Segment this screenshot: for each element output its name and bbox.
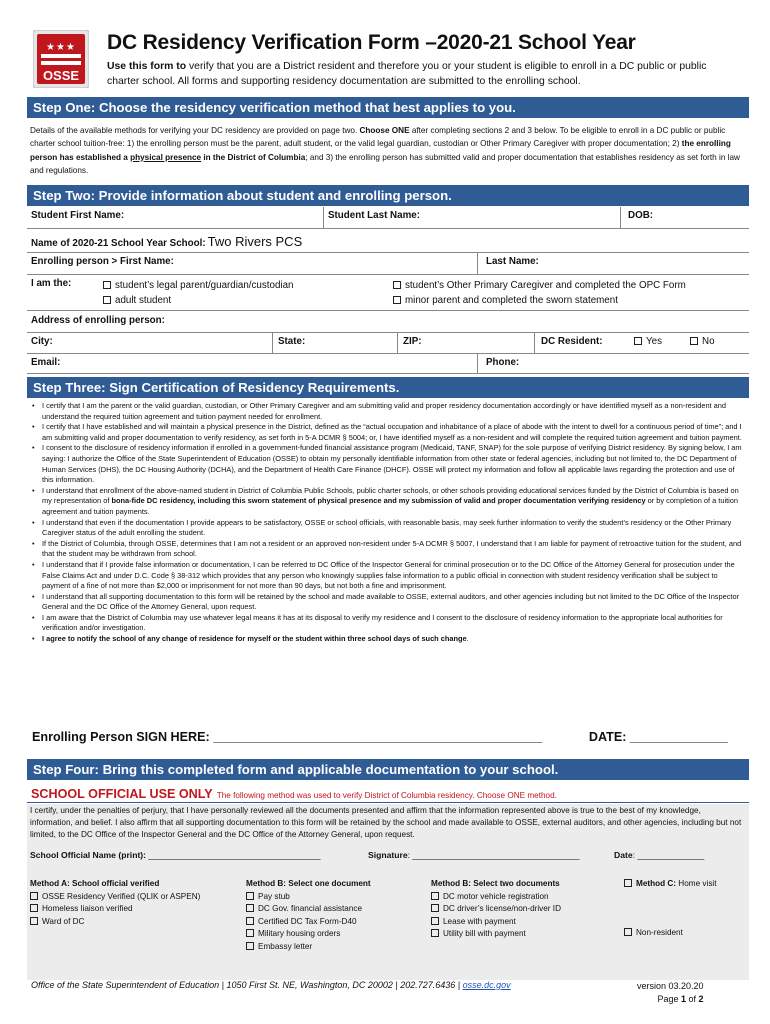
method-item-label: OSSE Residency Verified (QLIK or ASPEN) bbox=[42, 891, 201, 901]
method-b2-item-2[interactable] bbox=[431, 903, 561, 916]
method-item-label: DC motor vehicle registration bbox=[443, 891, 549, 901]
list-item: • I understand that if I provide false information or documentation, I can be referred to DC Office of the Inspector General for criminal prosecution or to the DC Office of the Attorney General for prosecution under the False Claims Act and under D.C. Code § 38-312 which provides that any person who knowingly supplies false information to a public official in connection with student residency verification shall be subject to payment of a fine of not more than $2,000 or imprisonment for not more than 90 days, but not both a fine and imprisonment. bbox=[30, 560, 748, 592]
method-a-item-1[interactable] bbox=[30, 891, 200, 904]
contact-row bbox=[27, 354, 749, 374]
list-item: • I am aware that the District of Columbia may use whatever legal means it has at its disposal to verify my residence and I consent to the disclosure of residency information to the appropriate local authorities for verification and/or investigation. bbox=[30, 613, 748, 634]
dc-resident-label: DC Resident: bbox=[541, 336, 603, 347]
checkbox[interactable] bbox=[103, 296, 111, 304]
state-field[interactable]: State: bbox=[278, 336, 306, 347]
checkbox[interactable] bbox=[393, 281, 401, 289]
method-b-item-2[interactable] bbox=[246, 903, 371, 916]
method-a-item-3[interactable] bbox=[30, 916, 200, 929]
option-parent[interactable] bbox=[103, 278, 293, 293]
checkbox[interactable] bbox=[246, 892, 254, 900]
divider bbox=[477, 354, 478, 373]
method-item-label: Embassy letter bbox=[258, 941, 313, 951]
step-one-choose: Choose ONE bbox=[359, 126, 410, 135]
page-number bbox=[637, 993, 704, 1006]
city-field[interactable]: City: bbox=[31, 336, 53, 347]
enrolling-first-name-field[interactable]: Enrolling person > First Name: bbox=[31, 256, 174, 267]
footer-office-text: Office of the State Superintendent of Education | 1050 First St. NE, Washington, DC 20002 | 202.727.6436 | bbox=[31, 980, 463, 990]
checkbox[interactable] bbox=[246, 917, 254, 925]
method-item-label: Homeless liaison verified bbox=[42, 904, 133, 914]
list-item-text: or by completion of a tuition agreement and tuition payments. bbox=[42, 496, 739, 516]
enrolling-name-row bbox=[27, 253, 749, 275]
method-b-item-1[interactable] bbox=[246, 891, 371, 904]
method-item-label: DC driver’s license/non-driver ID bbox=[443, 904, 561, 914]
step-one-text bbox=[30, 124, 748, 178]
method-item-label: Certified DC Tax Form-D40 bbox=[258, 916, 357, 926]
dc-resident-yes[interactable] bbox=[630, 333, 666, 353]
svg-text:★: ★ bbox=[56, 42, 65, 53]
method-item-label: DC Gov. financial assistance bbox=[258, 904, 363, 914]
official-signature-field[interactable] bbox=[368, 850, 580, 860]
email-field[interactable]: Email: bbox=[31, 357, 61, 368]
page-current: 1 bbox=[681, 994, 687, 1004]
method-c-home-visit[interactable] bbox=[624, 878, 717, 891]
step-one-p2: after completing sections 2 and 3 below. To be eligible to enroll in a DC public or public charter school tuition-free: 1) the enrolling person must be the parent, adult student, or the valid legal guardian, custodian or Other Primary Caregiver with proper documentation; 2) bbox=[30, 126, 726, 149]
checkbox[interactable] bbox=[246, 942, 254, 950]
logo-text: OSSE bbox=[42, 68, 80, 83]
official-date-label: Date bbox=[614, 850, 633, 860]
intro-rest: verify that you are a District resident and therefore you or your student is eligible to enroll in a DC public or public charter school. All forms and supporting residency documentation are submitted to the enrolling school. bbox=[107, 61, 707, 87]
method-b-item-3[interactable] bbox=[246, 916, 371, 929]
method-b2-item-4[interactable] bbox=[431, 928, 561, 941]
official-use-row bbox=[27, 785, 749, 803]
list-item: • I consent to the disclosure of residency information if enrolled in a government-funded financial assistance program (Medicaid, TANF, SNAP) for the sole purpose of verifying District residency. By signing below, I am saying: I authorize the Office of the State Superintendent of Education (OSSE) to obtain my personally identifiable information from other state or federal agencies, including but not limited to, the DC Department of Human Services (DHS), the DC Housing Authority (DCHA), and the Department of Health Care Finance (DHCF). OSSE will protect my information and follow all applicable laws regarding the protection and use of this information. bbox=[30, 443, 748, 485]
step-one-p3: ; and 3) the enrolling person has submitted valid and proper documentation that establishes residency as set forth in law and regulations. bbox=[30, 152, 740, 176]
i-am-the-label: I am the: bbox=[31, 278, 72, 289]
step-three-heading: Step Three: Sign Certification of Residency Requirements. bbox=[27, 377, 749, 398]
signature-date-field[interactable]: DATE: ______________ bbox=[588, 730, 728, 744]
list-item: • I certify that I am the parent or the valid guardian, custodian, or Other Primary Caregiver and am submitting valid and proper residency documentation accordingly or have identified myself as a non-resident and understand the required tuition agreement and tuition payment needed for enrollment. bbox=[30, 401, 748, 422]
osse-website-link[interactable]: osse.dc.gov bbox=[462, 980, 511, 990]
checkbox[interactable] bbox=[431, 917, 439, 925]
method-b-two-heading: Method B: Select two documents bbox=[431, 879, 560, 888]
method-item-label: Pay stub bbox=[258, 891, 290, 901]
student-name-row bbox=[27, 207, 749, 229]
city-row bbox=[27, 333, 749, 354]
official-certification-text: I certify, under the penalties of perjury, that I have personally reviewed all the documents presented and affirm that the information represented above is true to the best of my knowledge, information, and belief. I also affirm that all supporting documentation to this form will be retained by the school and made available to OSSE, external auditors, and other agencies, including but not limited, to the DC Office of the Inspector General and the DC Office of the Attorney General, upon request. bbox=[30, 806, 742, 840]
option-adult-student[interactable] bbox=[103, 293, 293, 308]
method-item-label: Military housing orders bbox=[258, 929, 341, 939]
page-total: 2 bbox=[698, 994, 704, 1004]
divider bbox=[272, 333, 273, 353]
school-row bbox=[27, 229, 749, 253]
zip-field[interactable]: ZIP: bbox=[403, 336, 422, 347]
method-c bbox=[624, 878, 717, 891]
step-one-heading: Step One: Choose the residency verification method that best applies to you. bbox=[27, 97, 749, 118]
checkbox[interactable] bbox=[393, 296, 401, 304]
step-one-presence-a: the enrolling person has established a bbox=[30, 139, 731, 162]
relationship-options-left bbox=[99, 275, 297, 310]
divider bbox=[397, 333, 398, 353]
list-item: • I certify that I have established and will maintain a physical presence in the District, defined as the “actual occupation and inhabitance of a place of abode with the intent to dwell for a continuous period of time”; and I am submitting valid and proper documentation to verify residency, as set forth in 5-A DCMR § 5004; or, I have identified myself as a non-resident and will complete the required tuition agreement and tuition payment. bbox=[30, 422, 748, 443]
checkbox[interactable] bbox=[246, 929, 254, 937]
list-item bbox=[30, 634, 748, 645]
official-signature-line: : ___________________________________ bbox=[407, 850, 580, 860]
svg-text:★: ★ bbox=[66, 42, 75, 53]
official-use-note: The following method was used to verify District of Columbia residency. Choose ONE method. bbox=[216, 791, 557, 800]
method-b-one-heading: Method B: Select one document bbox=[246, 879, 371, 888]
non-resident-option[interactable] bbox=[624, 927, 683, 940]
step-four-heading: Step Four: Bring this completed form and applicable documentation to your school. bbox=[27, 759, 749, 780]
step-one-p1: Details of the available methods for verifying your DC residency are provided on page two. bbox=[30, 126, 360, 135]
student-last-name-field[interactable]: Student Last Name: bbox=[328, 210, 420, 221]
list-item: • If the District of Columbia, through OSSE, determines that I am not a resident or an approved non-resident under 5-A DCMR § 5007, I understand that I am liable for payment of retroactive tuition for the student, and that the student may be withdrawn from school. bbox=[30, 539, 748, 560]
method-a bbox=[30, 878, 200, 928]
checkbox[interactable] bbox=[624, 879, 632, 887]
enrolling-last-name-field[interactable]: Last Name: bbox=[486, 256, 539, 267]
school-value: Two Rivers PCS bbox=[207, 234, 303, 249]
method-item-label: Ward of DC bbox=[42, 916, 85, 926]
student-first-name-field[interactable]: Student First Name: bbox=[31, 210, 125, 221]
checkbox[interactable] bbox=[634, 337, 642, 345]
method-item-label: Utility bill with payment bbox=[443, 929, 526, 939]
checkbox[interactable] bbox=[431, 892, 439, 900]
checkbox[interactable] bbox=[431, 904, 439, 912]
list-item: • I understand that all supporting documentation to this form will be retained by the school and made available to OSSE, external auditors, and other agencies including but not limited to the DC Office of the Inspector General and the DC Office of the Attorney General, upon request. bbox=[30, 592, 748, 613]
method-a-heading: Method A: School official verified bbox=[30, 879, 160, 888]
official-name-line: ____________________________________ bbox=[146, 850, 321, 860]
method-b2-item-1[interactable] bbox=[431, 891, 561, 904]
option-opc-label: student’s Other Primary Caregiver and completed the OPC Form bbox=[405, 280, 686, 291]
official-name-field[interactable] bbox=[30, 850, 320, 860]
list-item: • I understand that even if the documentation I provide appears to be satisfactory, OSSE or school officials, with reasonable basis, may seek further information to verify the student’s residency or the Other Primary Caregiver status of the adult enrolling the student. bbox=[30, 518, 748, 539]
checkbox[interactable] bbox=[30, 904, 38, 912]
no-label: No bbox=[702, 336, 715, 347]
method-c-rest: Home visit bbox=[676, 879, 717, 888]
checkbox[interactable] bbox=[103, 281, 111, 289]
step-one-presence-b: in the District of Columbia bbox=[201, 152, 306, 162]
address-field[interactable]: Address of enrolling person: bbox=[31, 315, 165, 326]
dob-field[interactable]: DOB: bbox=[628, 210, 654, 221]
phone-field[interactable]: Phone: bbox=[486, 357, 520, 368]
divider bbox=[534, 333, 535, 353]
step-one-presence-u: physical presence bbox=[130, 152, 202, 162]
page-mid: of bbox=[686, 994, 699, 1004]
checkbox[interactable] bbox=[624, 928, 632, 936]
list-item-bold: bona-fide DC residency, including this sworn statement of physical presence and my submission of valid and proper documentation verifying residency bbox=[111, 496, 646, 506]
relationship-row bbox=[27, 275, 749, 311]
checkbox[interactable] bbox=[30, 917, 38, 925]
checkbox[interactable] bbox=[246, 904, 254, 912]
page-prefix: Page bbox=[657, 994, 681, 1004]
method-b-one bbox=[246, 878, 371, 954]
footer-office bbox=[31, 980, 511, 990]
version-text: version 03.20.20 bbox=[637, 981, 704, 991]
school-label: Name of 2020-21 School Year School: bbox=[31, 238, 206, 249]
option-opc[interactable] bbox=[393, 278, 686, 293]
checkbox[interactable] bbox=[30, 892, 38, 900]
official-signature-label: Signature bbox=[368, 850, 408, 860]
osse-logo bbox=[33, 30, 89, 88]
footer-version bbox=[637, 980, 704, 1006]
method-c-label: Method C: bbox=[636, 879, 677, 888]
yes-label: Yes bbox=[646, 336, 662, 347]
certification-list bbox=[30, 401, 748, 645]
list-item-bold: I agree to notify the school of any change of residence for myself or the student within three school days of such change bbox=[42, 634, 467, 644]
method-b-two bbox=[431, 878, 561, 941]
divider bbox=[620, 207, 621, 228]
relationship-options-right bbox=[389, 275, 690, 310]
divider bbox=[477, 253, 478, 274]
address-row bbox=[27, 311, 749, 333]
method-item-label: Lease with payment bbox=[443, 916, 516, 926]
list-item bbox=[30, 486, 748, 518]
intro-bold: Use this form to bbox=[107, 61, 187, 72]
list-item-text: . bbox=[466, 634, 469, 644]
school-name-field[interactable] bbox=[27, 229, 306, 252]
official-name-label: School Official Name (print): bbox=[30, 850, 147, 860]
official-date-field[interactable] bbox=[614, 850, 704, 860]
option-adult-student-label: adult student bbox=[115, 295, 172, 306]
signature-row bbox=[32, 730, 748, 744]
method-a-item-2[interactable] bbox=[30, 903, 200, 916]
list-item-text: I understand that enrollment of the above-named student in District of Columbia Public Schools, public charter schools, or other schools providing educational services funded by the District of Columbia is based on my representation of bbox=[42, 485, 739, 506]
checkbox[interactable] bbox=[431, 929, 439, 937]
step-two-heading: Step Two: Provide information about student and enrolling person. bbox=[27, 185, 749, 206]
checkbox[interactable] bbox=[690, 337, 698, 345]
intro-text bbox=[107, 59, 737, 89]
dc-resident-no[interactable] bbox=[686, 333, 719, 353]
option-minor-parent[interactable] bbox=[393, 293, 686, 308]
option-parent-label: student’s legal parent/guardian/custodian bbox=[115, 280, 294, 291]
enrolling-signature-field[interactable]: Enrolling Person SIGN HERE: _______________________________________________ bbox=[32, 730, 543, 744]
official-date-line: : ______________ bbox=[632, 850, 705, 860]
option-minor-parent-label: minor parent and completed the sworn statement bbox=[405, 295, 618, 306]
official-use-label: SCHOOL OFFICIAL USE ONLY bbox=[31, 787, 213, 801]
method-b2-item-3[interactable] bbox=[431, 916, 561, 929]
form-title: DC Residency Verification Form –2020-21 School Year bbox=[107, 31, 636, 54]
svg-text:★: ★ bbox=[46, 42, 55, 53]
method-b-item-4[interactable] bbox=[246, 928, 371, 941]
method-b-item-5[interactable] bbox=[246, 941, 371, 954]
non-resident-label: Non-resident bbox=[636, 928, 683, 937]
